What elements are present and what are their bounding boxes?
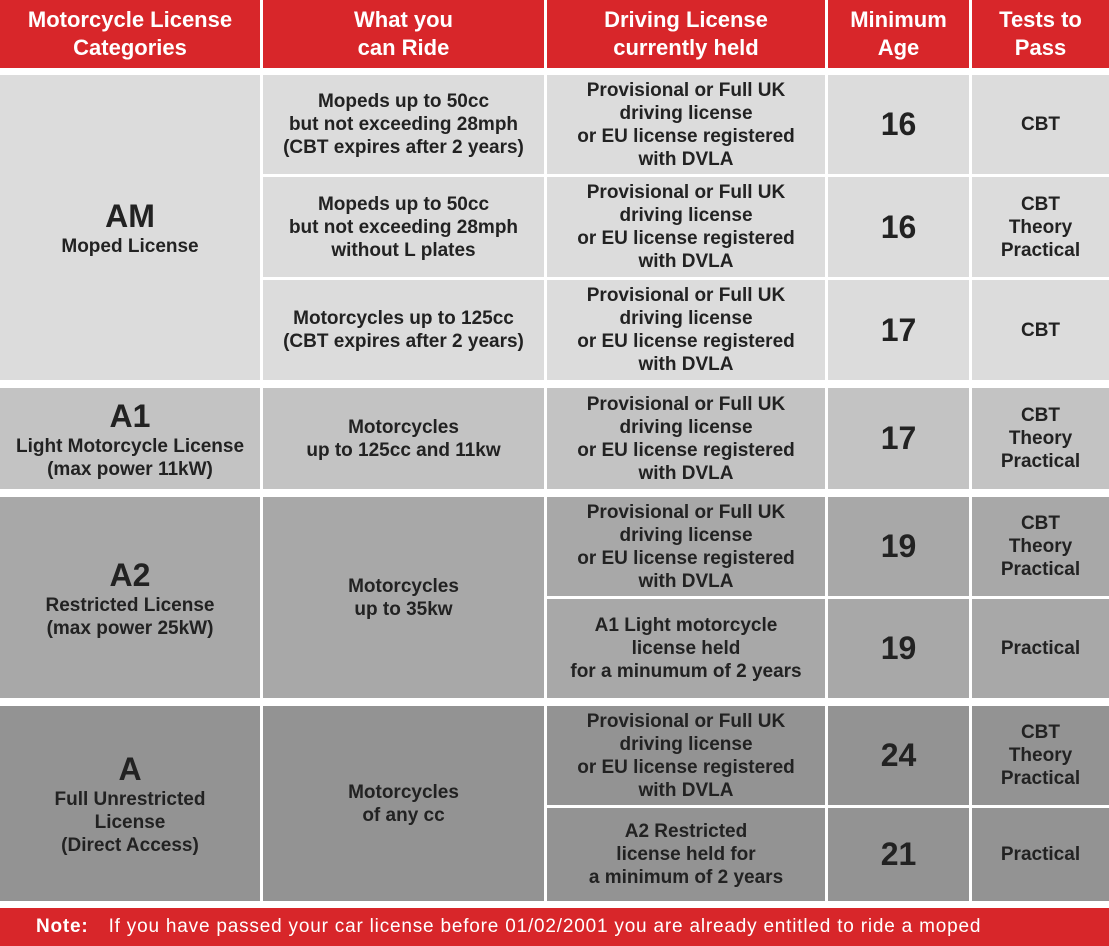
age-am-1: 16 (828, 75, 969, 174)
age-a1: 17 (828, 388, 969, 489)
tests-am-2: CBT Theory Practical (972, 177, 1109, 277)
header-minimum-age: Minimum Age (828, 0, 969, 68)
held-a-2: A2 Restricted license held for a minimum of 2 years (547, 808, 825, 901)
ride-am-2: Mopeds up to 50cc but not exceeding 28mph without L plates (263, 177, 544, 277)
category-code: A (118, 751, 142, 787)
category-name: Light Motorcycle License (max power 11kW) (15, 435, 245, 480)
ride-a2: Motorcycles up to 35kw (263, 497, 544, 698)
tests-a2-1: CBT Theory Practical (972, 497, 1109, 596)
held-am-1: Provisional or Full UK driving license or EU license registered with DVLA (547, 75, 825, 174)
ride-a1: Motorcycles up to 125cc and 11kw (263, 388, 544, 489)
age-a2-1: 19 (828, 497, 969, 596)
category-a (0, 706, 260, 901)
category-code: A1 (109, 397, 151, 434)
note-label: Note: (36, 916, 89, 937)
category-name: Restricted License (max power 25kW) (45, 594, 215, 639)
tests-a2-2: Practical (972, 599, 1109, 698)
header-license-held: Driving License currently held (547, 0, 825, 68)
held-a2-1: Provisional or Full UK driving license or EU license registered with DVLA (547, 497, 825, 596)
header-category: Motorcycle License Categories (0, 0, 260, 68)
tests-a1: CBT Theory Practical (972, 388, 1109, 489)
age-a-2: 21 (828, 808, 969, 901)
category-am (0, 75, 260, 380)
held-a1: Provisional or Full UK driving license or EU license registered with DVLA (547, 388, 825, 489)
category-name: Full Unrestricted License (Direct Access) (54, 789, 206, 856)
category-name: Moped License (61, 236, 199, 257)
age-a2-2: 19 (828, 599, 969, 698)
ride-am-3: Motorcycles up to 125cc (CBT expires after 2 years) (263, 280, 544, 380)
tests-am-1: CBT (972, 75, 1109, 174)
ride-am-1: Mopeds up to 50cc but not exceeding 28mph (CBT expires after 2 years) (263, 75, 544, 174)
age-am-2: 16 (828, 177, 969, 277)
held-a2-2: A1 Light motorcycle license held for a minumum of 2 years (547, 599, 825, 698)
category-a2 (0, 497, 260, 698)
tests-am-3: CBT (972, 280, 1109, 380)
held-am-3: Provisional or Full UK driving license or EU license registered with DVLA (547, 280, 825, 380)
age-a-1: 24 (828, 706, 969, 805)
held-am-2: Provisional or Full UK driving license or EU license registered with DVLA (547, 177, 825, 277)
category-a1 (0, 388, 260, 489)
header-what-you-can-ride: What you can Ride (263, 0, 544, 68)
category-code: AM (105, 198, 155, 234)
category-code: A2 (109, 556, 151, 593)
ride-a: Motorcycles of any cc (263, 706, 544, 901)
tests-a-1: CBT Theory Practical (972, 706, 1109, 805)
tests-a-2: Practical (972, 808, 1109, 901)
header-tests-to-pass: Tests to Pass (972, 0, 1109, 68)
note-text: If you have passed your car license before 01/02/2001 you are already entitled to ride a moped (108, 916, 982, 937)
age-am-3: 17 (828, 280, 969, 380)
note-bar (0, 908, 1109, 946)
held-a-1: Provisional or Full UK driving license or EU license registered with DVLA (547, 706, 825, 805)
